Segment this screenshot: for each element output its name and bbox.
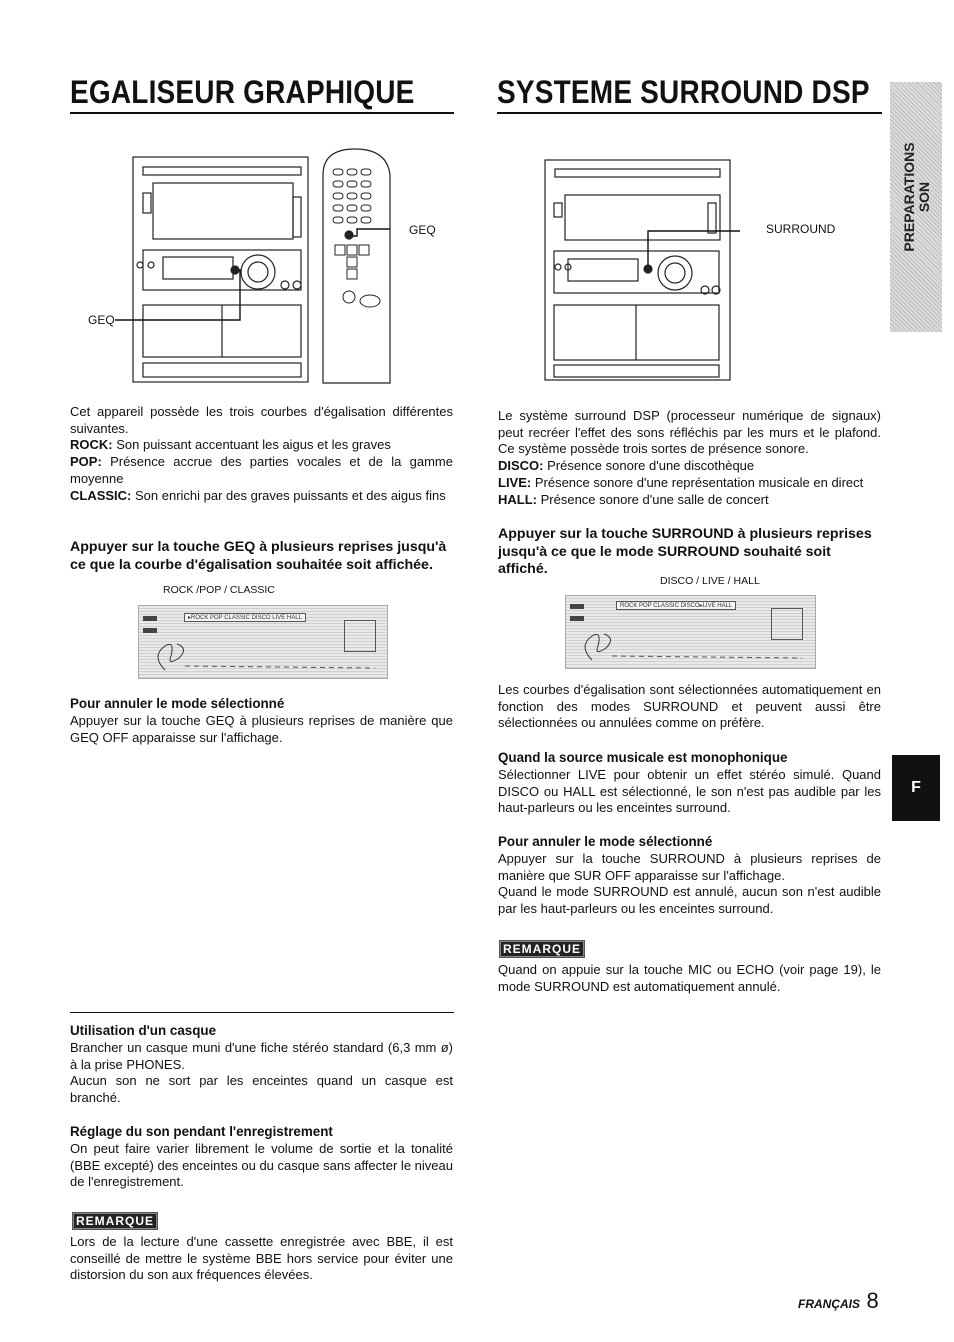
right-remark-badge — [499, 940, 585, 958]
surround-label: SURROUND — [766, 222, 836, 236]
display-indicator — [570, 616, 584, 621]
left-section-rule — [70, 1012, 454, 1013]
mode-hall-desc: Présence sonore d'une salle de concert — [537, 491, 769, 507]
mode-disco — [498, 458, 881, 475]
stereo-surround-illustration — [540, 155, 740, 385]
right-cancel-heading: Pour annuler le mode sélectionné — [498, 834, 713, 849]
geq-label-left: GEQ — [88, 313, 115, 327]
right-instruction: Appuyer sur la touche SURROUND à plusieurs reprises jusqu'à ce que le mode SURROUND souhaité soit affiché. — [498, 526, 872, 577]
section-tab — [890, 82, 942, 332]
section-tab-line-1: PREPARATIONS — [901, 142, 917, 252]
left-display-caption: ROCK /POP / CLASSIC — [163, 584, 275, 596]
left-intro: Cet appareil possède les trois courbes d'égalisation différentes suivantes. — [70, 404, 453, 436]
mode-hall-name: HALL: — [498, 491, 537, 507]
right-remark-text: Quand on appuie sur la touche MIC ou ECHO (voir page 19), le mode SURROUND est automatiquement annulé. — [498, 962, 881, 994]
left-remark-label: REMARQUE — [72, 1212, 158, 1230]
display-logo-graphic — [145, 636, 385, 676]
recording-heading: Réglage du son pendant l'enregistrement — [70, 1124, 333, 1139]
headphones-block — [70, 1040, 453, 1107]
section-tab-line-2: SON — [916, 181, 932, 213]
left-remark-badge — [72, 1212, 158, 1230]
right-title: SYSTEME SURROUND DSP — [497, 74, 870, 110]
display-indicator — [143, 628, 157, 633]
left-title: EGALISEUR GRAPHIQUE — [70, 74, 415, 110]
mode-disco-name: DISCO: — [498, 458, 544, 474]
geq-label-top: GEQ — [409, 223, 436, 237]
recording-text: On peut faire varier librement le volume de sortie et la tonalité (BBE excepté) des enceintes ou du casque sans affecter le niveau de l'enregistrement. — [70, 1141, 453, 1190]
left-cancel-heading: Pour annuler le mode sélectionné — [70, 696, 285, 711]
mode-classic-name: CLASSIC: — [70, 487, 132, 503]
display-logo-graphic — [572, 626, 812, 666]
left-display-text: ▸ROCK POP CLASSIC DISCO LIVE HALL — [184, 613, 306, 622]
left-title-rule — [70, 112, 454, 114]
mode-pop — [70, 454, 453, 487]
right-display-panel — [565, 595, 816, 669]
footer-language: FRANÇAIS — [798, 1297, 860, 1311]
left-cancel-text: Appuyer sur la touche GEQ à plusieurs reprises de manière que GEQ OFF apparaisse sur l'affichage. — [70, 713, 453, 745]
right-intro-block — [498, 408, 881, 508]
left-instruction: Appuyer sur la touche GEQ à plusieurs reprises jusqu'à ce que la courbe d'égalisation souhaitée soit affichée. — [70, 539, 447, 573]
left-display-panel — [138, 605, 388, 679]
headphones-text-1: Brancher un casque muni d'une fiche stéréo standard (6,3 mm ø) à la prise PHONES. — [70, 1040, 453, 1072]
section-tab-text — [902, 112, 932, 282]
right-cancel-block — [498, 851, 881, 918]
headphones-heading: Utilisation d'un casque — [70, 1023, 217, 1038]
stereo-geq-illustration — [85, 145, 445, 390]
mode-rock-name: ROCK: — [70, 437, 113, 453]
right-intro: Le système surround DSP (processeur numérique de signaux) peut recréer l'effet des sons réfléchis par les murs et le plafond. Ce système possède trois sortes de présence sonore. — [498, 408, 881, 457]
mono-heading: Quand la source musicale est monophonique — [498, 750, 788, 765]
mode-classic-desc: Son enrichi par des graves puissants et des aigus fins — [131, 487, 446, 503]
mode-rock-desc: Son puissant accentuant les aigus et les graves — [112, 437, 391, 453]
right-display-text: ROCK POP CLASSIC DISCO▸LIVE HALL — [616, 601, 736, 610]
page-footer — [798, 1288, 879, 1314]
mono-text: Sélectionner LIVE pour obtenir un effet stéréo simulé. Quand DISCO ou HALL est sélectionné, le son n'est pas audible par les haut-parleurs ou les enceintes surround. — [498, 767, 881, 816]
language-tab: F — [892, 755, 940, 821]
mode-live-desc: Présence sonore d'une représentation musicale en direct — [531, 474, 864, 490]
left-intro-block — [70, 404, 453, 504]
mode-live-name: LIVE: — [498, 474, 532, 490]
left-remark-text: Lors de la lecture d'une cassette enregistrée avec BBE, il est conseillé de mettre le système BBE hors service pour éviter une distorsion du son aux fréquences élevées. — [70, 1234, 453, 1283]
mode-rock — [70, 437, 453, 454]
right-remark-label: REMARQUE — [499, 940, 585, 958]
mode-pop-name: POP: — [70, 454, 102, 470]
right-display-caption: DISCO / LIVE / HALL — [660, 575, 760, 587]
display-indicator — [570, 604, 584, 609]
display-indicator — [143, 616, 157, 621]
right-cancel-text-2: Quand le mode SURROUND est annulé, aucun son n'est audible par les haut-parleurs ou les enceintes surround. — [498, 884, 881, 917]
right-title-rule — [497, 112, 882, 114]
mode-live — [498, 475, 881, 492]
mode-classic — [70, 488, 453, 505]
mode-disco-desc: Présence sonore d'une discothèque — [543, 458, 755, 474]
headphones-text-2: Aucun son ne sort par les enceintes quand un casque est branché. — [70, 1073, 453, 1106]
right-cancel-text-1: Appuyer sur la touche SURROUND à plusieurs reprises de manière que SUR OFF apparaisse sur l'affichage. — [498, 851, 881, 883]
page-number: 8 — [866, 1288, 879, 1313]
mode-pop-desc: Présence accrue des parties vocales et de la gamme moyenne — [70, 454, 453, 486]
auto-text: Les courbes d'égalisation sont sélectionnées automatiquement en fonction des modes SURROUND et peuvent aussi être sélectionnées ou annulées comme on préfère. — [498, 682, 881, 731]
mode-hall — [498, 492, 881, 509]
